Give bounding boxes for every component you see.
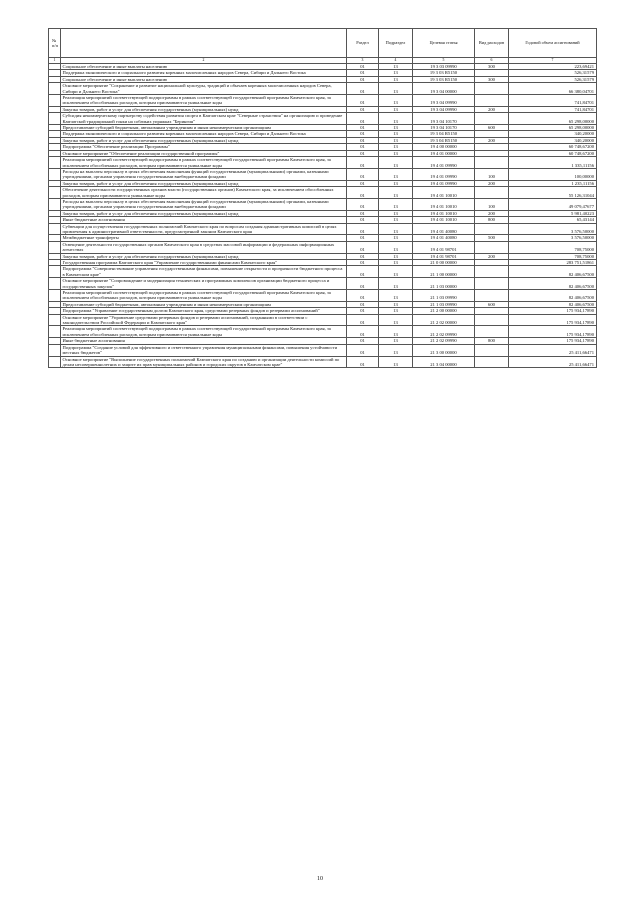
header-vid-rashodov: Вид расходов <box>475 29 509 58</box>
cell-razdel: 01 <box>347 217 379 223</box>
cell-summa: 526,31579 <box>509 76 597 82</box>
cell-celevaya-statya: 19 3 04 R5150 <box>413 131 475 137</box>
table-row <box>49 326 597 338</box>
cell-razdel: 01 <box>347 266 379 278</box>
cell-celevaya-statya: 19 3 04 R5150 <box>413 137 475 143</box>
cell-podrazdel: 13 <box>379 217 413 223</box>
cell-celevaya-statya: 19 4 01 09990 <box>413 168 475 180</box>
cell-celevaya-statya: 21 1 03 09990 <box>413 301 475 307</box>
cell-summa: 175 934,17890 <box>509 338 597 344</box>
cell-razdel: 01 <box>347 131 379 137</box>
header-number: № п/п <box>49 29 61 58</box>
cell-name: Реализация мероприятий соответствующей подпрограммы в рамках соответствующей государственной программы Камчатского края, за исключением обособленных расходов, которым присваиваются уникальные коды <box>61 326 347 338</box>
cell-podrazdel: 13 <box>379 235 413 241</box>
column-index: 3 <box>347 58 379 64</box>
table-row <box>49 198 597 210</box>
cell-celevaya-statya: 21 1 03 09990 <box>413 290 475 302</box>
cell-vid-rashodov <box>475 83 509 95</box>
cell-podrazdel: 13 <box>379 150 413 156</box>
cell-razdel: 01 <box>347 125 379 131</box>
cell-summa: 65 298,00000 <box>509 113 597 125</box>
cell-number <box>49 326 61 338</box>
cell-celevaya-statya: 19 4 01 00000 <box>413 150 475 156</box>
cell-celevaya-statya: 19 4 00 00000 <box>413 144 475 150</box>
cell-number <box>49 223 61 235</box>
cell-razdel: 01 <box>347 356 379 368</box>
cell-summa: 65,43144 <box>509 217 597 223</box>
cell-celevaya-statya: 19 4 01 10010 <box>413 187 475 199</box>
cell-vid-rashodov: 200 <box>475 253 509 259</box>
cell-podrazdel: 13 <box>379 83 413 95</box>
cell-name: Закупка товаров, работ и услуг для обеспечения государственных (муниципальных) нужд <box>61 106 347 112</box>
cell-name: Закупка товаров, работ и услуг для обеспечения государственных (муниципальных) нужд <box>61 137 347 143</box>
cell-razdel: 01 <box>347 106 379 112</box>
cell-summa: 526,31579 <box>509 70 597 76</box>
cell-vid-rashodov <box>475 157 509 169</box>
cell-number <box>49 314 61 326</box>
cell-vid-rashodov <box>475 278 509 290</box>
cell-podrazdel: 13 <box>379 223 413 235</box>
cell-celevaya-statya: 19 3 03 R5150 <box>413 70 475 76</box>
table-row <box>49 314 597 326</box>
cell-razdel: 01 <box>347 223 379 235</box>
cell-summa: 1 335,11156 <box>509 157 597 169</box>
cell-summa: 66 380,04701 <box>509 83 597 95</box>
cell-celevaya-statya: 19 3 04 09990 <box>413 106 475 112</box>
cell-celevaya-statya: 21 1 03 00000 <box>413 278 475 290</box>
cell-name: Подпрограмма "Обеспечение реализации Программы" <box>61 144 347 150</box>
cell-summa: 49 079,47677 <box>509 198 597 210</box>
cell-razdel: 01 <box>347 64 379 70</box>
cell-number <box>49 95 61 107</box>
cell-razdel: 01 <box>347 326 379 338</box>
cell-razdel: 01 <box>347 344 379 356</box>
cell-podrazdel: 13 <box>379 64 413 70</box>
cell-vid-rashodov: 800 <box>475 338 509 344</box>
header-name <box>61 29 347 58</box>
table-row <box>49 95 597 107</box>
column-index: 5 <box>413 58 475 64</box>
cell-name: Основное мероприятие "Сопровождение и модернизация технических и программных комплексов организации бюджетного процесса и государственных закупок" <box>61 278 347 290</box>
cell-podrazdel: 13 <box>379 344 413 356</box>
cell-name: Закупка товаров, работ и услуг для обеспечения государственных (муниципальных) нужд <box>61 210 347 216</box>
cell-podrazdel: 13 <box>379 144 413 150</box>
cell-summa: 60 748,67200 <box>509 144 597 150</box>
cell-name: Основное мероприятие "Сохранение и развитие национальной культуры, традиций и обычаев коренных малочисленных народов Севера, Сибири и Дальнего Востока" <box>61 83 347 95</box>
cell-name: Иные бюджетные ассигнования <box>61 217 347 223</box>
cell-name: Подпрограмма "Совершенствование управления государственными финансами, повышение открытости и прозрачности бюджетного процесса в Камчатском крае" <box>61 266 347 278</box>
cell-razdel: 01 <box>347 187 379 199</box>
cell-podrazdel: 13 <box>379 131 413 137</box>
cell-razdel: 01 <box>347 260 379 266</box>
cell-celevaya-statya: 19 3 04 09990 <box>413 95 475 107</box>
cell-celevaya-statya: 19 4 01 10010 <box>413 210 475 216</box>
cell-celevaya-statya: 21 2 00 00000 <box>413 308 475 314</box>
cell-name: Закупка товаров, работ и услуг для обеспечения государственных (муниципальных) нужд <box>61 180 347 186</box>
cell-name: Иные бюджетные ассигнования <box>61 338 347 344</box>
cell-summa: 100,00000 <box>509 168 597 180</box>
cell-name: Субвенции для осуществления государственных полномочий Камчатского края по вопросам создания административных комиссий в целях привлечения к административной ответственности, предусмотренной законом Камчатского края <box>61 223 347 235</box>
table-row <box>49 356 597 368</box>
cell-razdel: 01 <box>347 150 379 156</box>
cell-podrazdel: 13 <box>379 125 413 131</box>
cell-summa: 708,75000 <box>509 253 597 259</box>
cell-summa: 3 576,50000 <box>509 223 597 235</box>
column-index: 4 <box>379 58 413 64</box>
cell-razdel: 01 <box>347 338 379 344</box>
cell-vid-rashodov: 500 <box>475 235 509 241</box>
cell-vid-rashodov <box>475 113 509 125</box>
cell-celevaya-statya: 19 4 01 98701 <box>413 253 475 259</box>
cell-number <box>49 344 61 356</box>
cell-name: Поддержка экономического и социального развития коренных малочисленных народов Севера, Сибири и Дальнего Востока <box>61 131 347 137</box>
cell-podrazdel: 13 <box>379 266 413 278</box>
cell-summa: 82 406,67500 <box>509 278 597 290</box>
cell-vid-rashodov <box>475 95 509 107</box>
cell-summa: 5 981,40223 <box>509 210 597 216</box>
cell-summa: 223,69421 <box>509 64 597 70</box>
cell-vid-rashodov: 100 <box>475 198 509 210</box>
header-celevaya-statya: Целевая статья <box>413 29 475 58</box>
cell-celevaya-statya: 21 2 02 09990 <box>413 326 475 338</box>
cell-number <box>49 168 61 180</box>
cell-razdel: 01 <box>347 290 379 302</box>
cell-number <box>49 278 61 290</box>
cell-razdel: 01 <box>347 308 379 314</box>
cell-celevaya-statya: 19 4 01 10010 <box>413 198 475 210</box>
cell-number <box>49 83 61 95</box>
cell-razdel: 01 <box>347 241 379 253</box>
cell-celevaya-statya: 21 3 00 00000 <box>413 344 475 356</box>
table-header-row <box>49 29 597 58</box>
cell-name: Социальное обеспечение и иные выплаты населению <box>61 64 347 70</box>
cell-summa: 3 576,50000 <box>509 235 597 241</box>
cell-vid-rashodov: 300 <box>475 76 509 82</box>
page-number: 10 <box>317 876 323 882</box>
header-godovoy-obem: Годовой объем ассигнований <box>509 29 597 58</box>
cell-razdel: 01 <box>347 157 379 169</box>
cell-podrazdel: 13 <box>379 278 413 290</box>
cell-vid-rashodov: 800 <box>475 217 509 223</box>
cell-vid-rashodov <box>475 223 509 235</box>
cell-podrazdel: 13 <box>379 314 413 326</box>
table-row <box>49 344 597 356</box>
cell-celevaya-statya: 21 2 02 09990 <box>413 338 475 344</box>
cell-razdel: 01 <box>347 137 379 143</box>
cell-name: Поддержка экономического и социального развития коренных малочисленных народов Севера, Сибири и Дальнего Востока <box>61 70 347 76</box>
cell-vid-rashodov: 600 <box>475 301 509 307</box>
cell-name: Подпрограмма "Управление государственным долгом Камчатского края, средствами резервных фондов и резервами ассигнований" <box>61 308 347 314</box>
budget-allocation-table <box>48 28 597 368</box>
cell-razdel: 01 <box>347 180 379 186</box>
column-index: 7 <box>509 58 597 64</box>
cell-podrazdel: 13 <box>379 157 413 169</box>
table-row <box>49 113 597 125</box>
cell-podrazdel: 13 <box>379 168 413 180</box>
cell-razdel: 01 <box>347 95 379 107</box>
cell-summa: 60 748,67200 <box>509 150 597 156</box>
cell-name: Расходы на выплаты персоналу в целях обеспечения выполнения функций государственными (муниципальными) органами, казенными учреждениями, органами управления государственными внебюджетными фондами <box>61 168 347 180</box>
cell-celevaya-statya: 19 3 04 00000 <box>413 83 475 95</box>
header-podrazdel: Подраздел <box>379 29 413 58</box>
cell-summa: 82 406,67500 <box>509 266 597 278</box>
cell-name: Расходы на выплаты персоналу в целях обеспечения выполнения функций государственными (муниципальными) органами, казенными учреждениями, органами управления государственными внебюджетными фондами <box>61 198 347 210</box>
cell-podrazdel: 13 <box>379 95 413 107</box>
cell-name: Предоставление субсидий бюджетным, автономным учреждениям и иным некоммерческим организациям <box>61 301 347 307</box>
table-row <box>49 266 597 278</box>
cell-celevaya-statya: 19 3 03 R5150 <box>413 76 475 82</box>
cell-summa: 283 751,51861 <box>509 260 597 266</box>
cell-summa: 25 411,66471 <box>509 344 597 356</box>
cell-razdel: 01 <box>347 83 379 95</box>
cell-summa: 175 934,17890 <box>509 308 597 314</box>
cell-podrazdel: 13 <box>379 76 413 82</box>
table-row <box>49 241 597 253</box>
cell-name: Реализация мероприятий соответствующей подпрограммы в рамках соответствующей государственной программы Камчатского края, за исключением обособленных расходов, которым присваиваются уникальные коды <box>61 290 347 302</box>
cell-razdel: 01 <box>347 301 379 307</box>
cell-razdel: 01 <box>347 144 379 150</box>
cell-razdel: 01 <box>347 70 379 76</box>
cell-vid-rashodov: 300 <box>475 64 509 70</box>
cell-name: Основное мероприятие "Обеспечение реализации государственной программы" <box>61 150 347 156</box>
cell-name: Межбюджетные трансферты <box>61 235 347 241</box>
cell-podrazdel: 13 <box>379 210 413 216</box>
cell-summa: 82 406,67500 <box>509 301 597 307</box>
cell-celevaya-statya: 19 4 01 09990 <box>413 180 475 186</box>
table-row <box>49 278 597 290</box>
cell-number <box>49 290 61 302</box>
cell-vid-rashodov <box>475 241 509 253</box>
cell-vid-rashodov <box>475 266 509 278</box>
column-index: 2 <box>61 58 347 64</box>
cell-razdel: 01 <box>347 113 379 125</box>
cell-podrazdel: 13 <box>379 180 413 186</box>
cell-podrazdel: 13 <box>379 106 413 112</box>
cell-podrazdel: 13 <box>379 301 413 307</box>
cell-vid-rashodov: 200 <box>475 180 509 186</box>
cell-number <box>49 187 61 199</box>
cell-podrazdel: 13 <box>379 290 413 302</box>
cell-podrazdel: 13 <box>379 308 413 314</box>
cell-podrazdel: 13 <box>379 137 413 143</box>
cell-podrazdel: 13 <box>379 260 413 266</box>
cell-vid-rashodov <box>475 326 509 338</box>
cell-vid-rashodov: 200 <box>475 106 509 112</box>
cell-name: Социальное обеспечение и иные выплаты населению <box>61 76 347 82</box>
cell-summa: 55 126,31044 <box>509 187 597 199</box>
cell-summa: 82 406,67500 <box>509 290 597 302</box>
cell-name: Реализация мероприятий соответствующей подпрограммы в рамках соответствующей государственной программы Камчатского края, за исключением обособленных расходов, которым присваиваются уникальные коды <box>61 95 347 107</box>
cell-name: Освещение деятельности государственных органов Камчатского края в средствах массовой информации и федеральных информационных агентствах <box>61 241 347 253</box>
table-row <box>49 168 597 180</box>
cell-celevaya-statya: 21 2 02 00000 <box>413 314 475 326</box>
cell-summa: 25 411,66471 <box>509 356 597 368</box>
cell-summa: 741,84701 <box>509 106 597 112</box>
header-razdel: Раздел <box>347 29 379 58</box>
cell-name: Основное мероприятие "Управление средствами резервных фондов и резервами ассигнований, созданными в соответствии с законодательством Российской Федерации и Камчатского края" <box>61 314 347 326</box>
cell-number <box>49 113 61 125</box>
cell-summa: 340,20000 <box>509 137 597 143</box>
cell-name: Обеспечение деятельности государственных органов власти (государственных органов) Камчатского края, за исключением обособленных расходов, которым присваиваются уникальные коды <box>61 187 347 199</box>
cell-name: Предоставление субсидий бюджетным, автономным учреждениям и иным некоммерческим организациям <box>61 125 347 131</box>
cell-summa: 741,84701 <box>509 95 597 107</box>
cell-vid-rashodov: 200 <box>475 137 509 143</box>
cell-vid-rashodov <box>475 344 509 356</box>
cell-celevaya-statya: 21 0 00 00000 <box>413 260 475 266</box>
cell-name: Реализация мероприятий соответствующей подпрограммы в рамках соответствующей государственной программы Камчатского края, за исключением обособленных расходов, которым присваиваются уникальные коды <box>61 157 347 169</box>
cell-summa: 1 235,11156 <box>509 180 597 186</box>
table-body <box>49 64 597 368</box>
cell-podrazdel: 13 <box>379 70 413 76</box>
cell-number <box>49 356 61 368</box>
cell-razdel: 01 <box>347 168 379 180</box>
column-index: 1 <box>49 58 61 64</box>
cell-name: Основное мероприятие "Выполнение государственных полномочий Камчатского края по созданию и организации деятельности комиссий по делам несовершеннолетних и защите их прав муниципальных районов и городских округов в Камчатском крае" <box>61 356 347 368</box>
cell-name: Субсидия некоммерческому партнерству содействия развития спорта в Камчатском крае "Северные странствия" на организацию и проведение Камчатской традиционной гонки на собачьих упряжках "Берингия" <box>61 113 347 125</box>
cell-razdel: 01 <box>347 76 379 82</box>
cell-number <box>49 241 61 253</box>
cell-vid-rashodov <box>475 187 509 199</box>
table-row <box>49 187 597 199</box>
cell-celevaya-statya: 19 4 01 09990 <box>413 157 475 169</box>
cell-number <box>49 157 61 169</box>
cell-vid-rashodov: 100 <box>475 168 509 180</box>
cell-podrazdel: 13 <box>379 241 413 253</box>
cell-podrazdel: 13 <box>379 326 413 338</box>
cell-number <box>49 266 61 278</box>
table-row <box>49 223 597 235</box>
cell-podrazdel: 13 <box>379 356 413 368</box>
budget-document-page <box>48 28 596 368</box>
cell-celevaya-statya: 19 3 04 10170 <box>413 113 475 125</box>
cell-summa: 340,20000 <box>509 131 597 137</box>
cell-celevaya-statya: 19 4 01 40080 <box>413 235 475 241</box>
cell-name: Закупка товаров, работ и услуг для обеспечения государственных (муниципальных) нужд <box>61 253 347 259</box>
cell-celevaya-statya: 19 3 04 10170 <box>413 125 475 131</box>
cell-vid-rashodov: 200 <box>475 210 509 216</box>
cell-summa: 65 298,00000 <box>509 125 597 131</box>
cell-vid-rashodov <box>475 314 509 326</box>
cell-celevaya-statya: 19 4 01 98701 <box>413 241 475 253</box>
cell-podrazdel: 13 <box>379 198 413 210</box>
table-row <box>49 83 597 95</box>
cell-celevaya-statya: 19 4 01 10010 <box>413 217 475 223</box>
cell-vid-rashodov: 600 <box>475 125 509 131</box>
cell-number <box>49 198 61 210</box>
cell-podrazdel: 13 <box>379 338 413 344</box>
cell-celevaya-statya: 21 1 00 00000 <box>413 266 475 278</box>
cell-celevaya-statya: 21 3 04 00000 <box>413 356 475 368</box>
cell-razdel: 01 <box>347 210 379 216</box>
cell-vid-rashodov <box>475 356 509 368</box>
cell-name: Подпрограмма "Создание условий для эффективного и ответственного управления муниципальными финансами, повышения устойчивости местных бюджетов" <box>61 344 347 356</box>
cell-podrazdel: 13 <box>379 187 413 199</box>
cell-razdel: 01 <box>347 235 379 241</box>
cell-celevaya-statya: 19 4 01 40080 <box>413 223 475 235</box>
cell-celevaya-statya: 19 3 03 09990 <box>413 64 475 70</box>
cell-podrazdel: 13 <box>379 253 413 259</box>
cell-summa: 175 934,17890 <box>509 314 597 326</box>
cell-razdel: 01 <box>347 278 379 290</box>
table-row <box>49 290 597 302</box>
cell-podrazdel: 13 <box>379 113 413 125</box>
cell-summa: 708,75000 <box>509 241 597 253</box>
cell-name: Государственная программа Камчатского края "Управление государственными финансами Камчатского края" <box>61 260 347 266</box>
cell-razdel: 01 <box>347 314 379 326</box>
cell-vid-rashodov <box>475 290 509 302</box>
cell-razdel: 01 <box>347 198 379 210</box>
cell-razdel: 01 <box>347 253 379 259</box>
column-index: 6 <box>475 58 509 64</box>
table-row <box>49 157 597 169</box>
cell-summa: 175 934,17890 <box>509 326 597 338</box>
